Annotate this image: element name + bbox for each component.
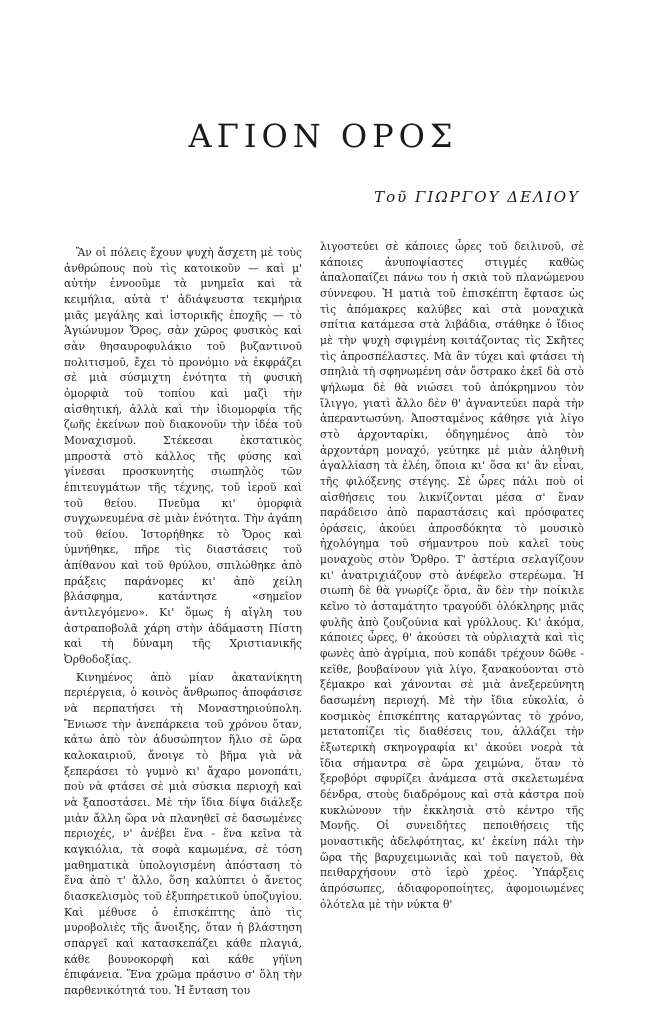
article-title: ΑΓΙΟΝ ΟΡΟΣ xyxy=(188,117,458,156)
left-text-column xyxy=(64,245,302,999)
paragraph: Κινημένος ἀπὸ μίαν ἀκατανίκητη περιέργεια, ὁ κοινὸς ἄνθρωπος ἀποφάσισε νὰ περπατήσει τὴ Μοναστηριούπολη. Ἔνιωσε τὴν ἀνεπάρκεια τοῦ χρόνου ὅταν, κάτω ἀπὸ τὸν ἀδυσώπητον ἥλιο σὲ ὥρα καλοκαιριοῦ, ἄνοιγε τὸ βῆμα γιὰ νὰ ξεπεράσει τὸ γυμνὸ κι' ἄχαρο μονοπάτι, ποὺ νὰ φτάσει σὲ μιὰ σύσκια περιοχὴ καὶ νὰ ξαποστάσει. Μὲ τὴν ἴδια δίψα διάλεξε μιὰν ἄλλη ὥρα νὰ πλανηθεῖ σὲ δασωμένες περιοχές, ν' ἀνέβει ἕνα - ἕνα κεῖνα τὰ καγκιόλια, τὰ σοφὰ καμωμένα, σὲ τόση μαθηματικὰ ὑπολογισμένη ἀπόσταση τὸ ἕνα ἀπὸ τ' ἄλλο, ὅση καλύπτει ὁ ἄνετος διασκελισμὸς τοῦ ἐξυπηρετικοῦ ὑποζυγίου. Καὶ μέθυσε ὁ ἐπισκέπτης ἀπὸ τὶς μυροβολιὲς τῆς ἄνοιξης, ὅταν ἡ βλάστηση σπαργεῖ καὶ κατασκεπάζει κάθε πλαγιά, κάθε βουνοκορφὴ καὶ κάθε γήϊνη ἐπιφάνεια. Ἕνα χρῶμα πράσινο σ' ὅλη τὴν παρθενικότητά του. Ἡ ἔνταση του xyxy=(64,670,302,997)
paragraph: Ἂν οἱ πόλεις ἔχουν ψυχὴ ἄσχετη μὲ τοὺς ἀνθρώπους ποὺ τὶς κατοικοῦν — καὶ μ' αὐτὴν ἐννοοῦμε τὰ μνημεῖα καὶ τὰ κειμήλια, αὐτὰ τ' ἀδιάψευστα τεκμήρια μιᾶς μεγάλης καὶ ἱστορικῆς ἐποχῆς — τὸ Ἁγιώνυμον Ὄρος, σὰν χῶρος φυσικὸς καὶ σὰν θησαυροφυλάκιο τοῦ βυζαντινοῦ πολιτισμοῦ, ἔχει τὸ προνόμιο νὰ ἐκφράζει σὲ μιὰ σύσμιχτη ἑνότητα τὴ φυσικὴ ὁμορφιὰ τοῦ τοπίου καὶ μαζὶ τὴν αἰσθητική, ἀλλὰ καὶ τὴν ἰδιομορφία τῆς ζωῆς ἐκείνων ποὺ διακονοῦν τὴν ἰδέα τοῦ Μοναχισμοῦ. Στέκεσαι ἐκστατικὸς μπροστὰ στὸ κάλλος τῆς φύσης καὶ γίνεσαι προσκυνητὴς σιωπηλὸς τῶν ἐπιτευγμάτων τῆς τέχνης, τοῦ ἱεροῦ καὶ τοῦ θείου. Πνεῦμα κι' ὁμορφιὰ συγχωνευμένα σὲ μιὰν ἑνότητα. Τὴν ἀγάπη τοῦ θείου. Ἱστορήθηκε τὸ Ὄρος καὶ ὑμνήθηκε, πῆρε τὶς διαστάσεις τοῦ ἀπίθανου καὶ τοῦ θρύλου, σπιλώθηκε ἀπὸ πράξεις παράνομες κι' ἀπὸ χείλη βλάσφημα, κατάντησε «σημεῖον ἀντιλεγόμενο». Κι' ὅμως ἡ αἴγλη του ἀστραποβολᾶ χάρη στὴν ἀδάμαστη Πίστη καὶ τὴ δύναμη τῆς Χριστιανικῆς Ὀρθοδοξίας. xyxy=(64,246,302,667)
article-byline: Τοῦ ΓΙΩΡΓΟΥ ΔΕΛΙΟΥ xyxy=(374,188,580,206)
paragraph: λιγοστεύει σὲ κάποιες ὧρες τοῦ δειλινοῦ, σὲ κάποιες ἀνυποψίαστες στιγμές καθὼς ἀπαλοπαίζει πάνω του ἡ σκιὰ τοῦ πλανώμενου σύννεφου. Ἡ ματιὰ τοῦ ἐπισκέπτη ἔφτασε ὡς τὶς ἀπόμακρες καλύβες καὶ στὰ μοναχικὰ σπίτια κατάμεσα στὰ λιβάδια, στάθηκε ὁ ἴδιος μὲ τὴν ψυχὴ σφιγμένη κοιτάζοντας τὶς Σκῆτες τὶς ἀπροσπέλαστες. Μὰ ἂν τύχει καὶ φτάσει τὴ σπηλιὰ τὴ σφηνωμένη σὰν ὄστρακο ἐκεῖ δὰ στὸ ψήλωμα δὲ θὰ νιώσει τοῦ ἀπόκρημνου τὸν ἴλιγγο, γιατὶ ἄλλο δὲν θ' ἀγναντεύει παρὰ τὴν ἀπεραντωσύνη. Ἀποσταμένος κάθησε γιὰ λίγο στὸ ἀρχονταρίκι, ὁδηγημένος ἀπὸ τὸν ἀρχοντάρη μοναχό, γεύτηκε μὲ μιὰν ἀληθινὴ ἀγαλλίαση τὰ ἐλέη, ὅποια κι' ὅσα κι' ἂν εἶναι, τῆς φιλόξενης στέγης. Σὲ ὧρες πάλι ποὺ οἱ αἰσθήσεις του λικνίζονται μέσα σ' ἕναν παράδεισο ἀπὸ παραστάσεις καὶ πρόσφατες ὁράσεις, ἀκούει ἀπροσδόκητα τὸ μουσικὸ ἠχολόγημα τοῦ σήμαντρου ποὺ καλεῖ τοὺς μοναχοὺς στὸν Ὄρθρο. Τ' ἀστέρια σελαγίζουν κι' ἀνατριχιάζουν στὸ ἀνέφελο στερέωμα. Ἡ σιωπὴ δὲ θὰ γνωρίζε ὅρια, ἂν δὲν τὴν ποίκιλε κεῖνο τὸ ἀσταμάτητο τραγούδι ὁλόκληρης μιᾶς φυλῆς ἀπὸ ζουζούνια καὶ γρύλλους. Κι' ἀκόμα, κάποιες ὧρες, θ' ἀκούσει τὰ οὐρλιαχτὰ καὶ τὶς φωνὲς ἀπὸ ἀγρίμια, ποὺ κοπάδι τρέχουν δῶθε - κεῖθε, βουβαίνουν γιὰ λίγο, ξανακούονται στὸ ξέμακρο καὶ χάνονται σὲ μιὰ ἀνεξερεύνητη δασωμένη περιοχή. Μὲ τὴν ἴδια εὐκολία, ὁ κοσμικὸς ἐπισκέπτης καταργώντας τὸ χρόνο, μετατοπίζει τὶς διαθέσεις του, ἀλλάζει τὴν ἐξωτερικὴ σκηνογραφία κι' ἀκούει νοερὰ τὰ ἴδια σήμαντρα σὲ ὥρα χειμώνα, ὅταν τὸ ξεροβόρι σφυρίζει ἀνάμεσα στὰ σκελετωμένα δένδρα, στοὺς διαδρόμους καὶ στὰ κάστρα ποὺ κυκλώνουν τὴν ἐκκλησιὰ στὸ κέντρο τῆς Μονῆς. Οἱ συνειδήτες πεποιθήσεις τῆς μοναστικῆς ἀδελφότητας, κι' ἐκείνη πάλι τὴν ὥρα τῆς βαρυχειμωνιᾶς καὶ τοῦ παγετοῦ, θὰ πειθαρχήσουν στὸ ἱερὸ χρέος. Ὑπάρξεις ἀπρόσωπες, ἀδιαφοροποίητες, ἀφομοιωμένες ὁλότελα μὲ τὴν νύκτα θ' xyxy=(320,240,584,911)
right-text-column xyxy=(320,239,584,912)
